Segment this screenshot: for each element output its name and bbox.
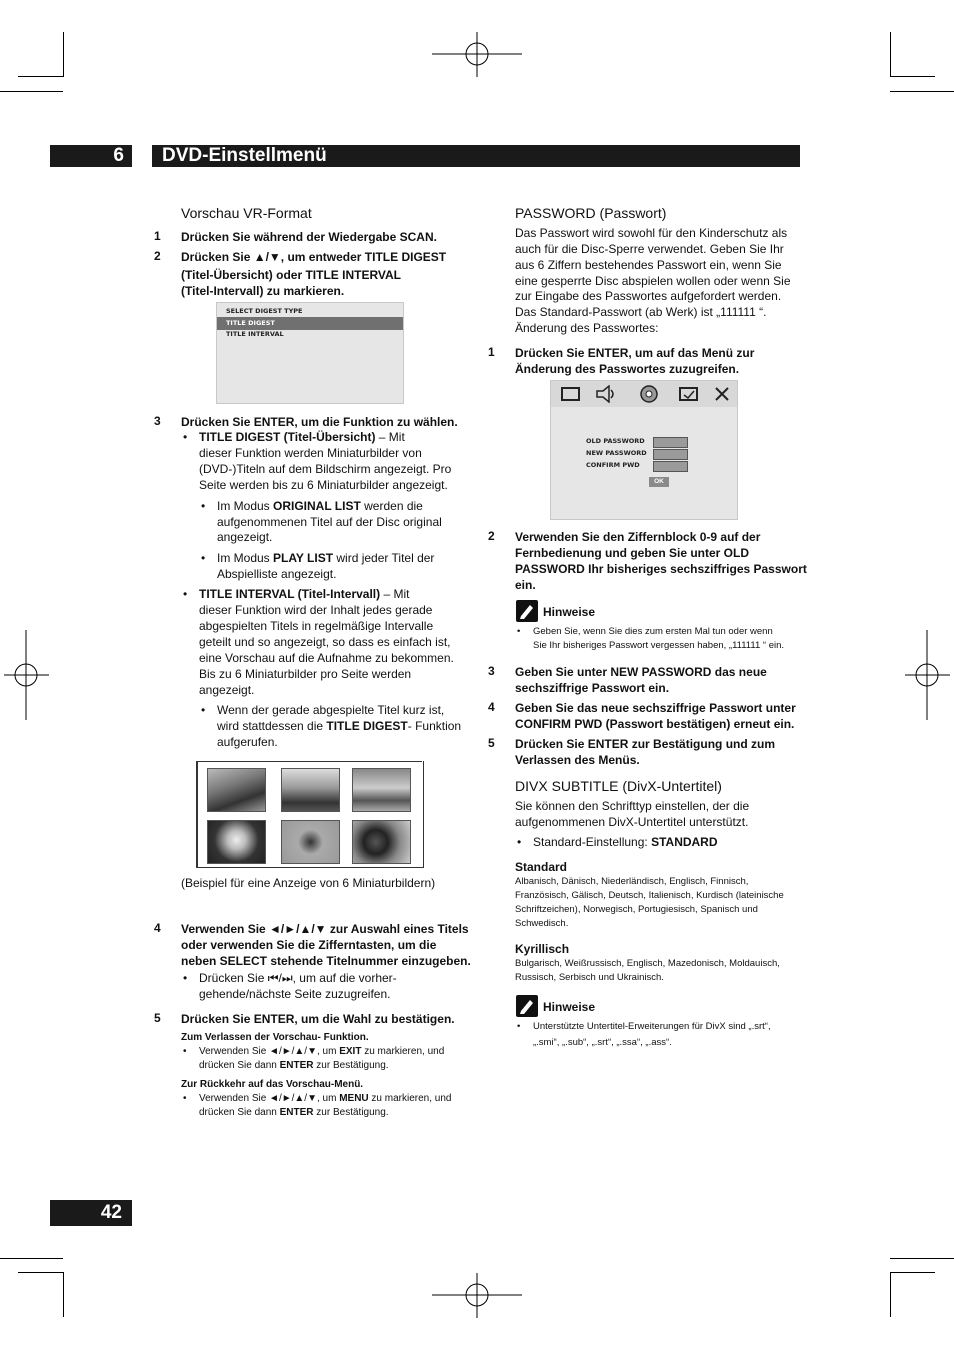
- step-text: Drücken Sie ENTER, um auf das Menü zur: [515, 346, 755, 360]
- thumbnail-image[interactable]: [281, 768, 340, 812]
- digest-menu-screen: [216, 302, 404, 404]
- step-number: 3: [154, 414, 161, 428]
- subheading: Zum Verlassen der Vorschau- Funktion.: [181, 1032, 369, 1043]
- step-text: CONFIRM PWD (Passwort bestätigen) erneut ein.: [515, 717, 795, 731]
- note-label: Hinweise: [543, 1000, 596, 1014]
- menu-header: SELECT DIGEST TYPE: [226, 307, 303, 315]
- thumbnail-frame-top: [196, 761, 422, 762]
- body-text: wird stattdessen die TITLE DIGEST- Funktion: [217, 719, 462, 733]
- body-text: dieser Funktion werden Miniaturbilder von: [199, 446, 422, 460]
- thumbnail-image[interactable]: [281, 820, 340, 864]
- step-text: Verwenden Sie den Ziffernblock 0-9 auf der: [515, 530, 761, 544]
- crop-mark: [890, 1272, 891, 1317]
- step-text: neben SELECT stehende Titelnummer einzugeben.: [181, 954, 471, 968]
- crop-mark: [0, 1258, 63, 1259]
- menu-item-title-digest[interactable]: TITLE DIGEST: [226, 319, 275, 327]
- confirm-pwd-field[interactable]: [653, 461, 688, 472]
- step-text: Verwenden Sie ◄/►/▲/▼ zur Auswahl eines Titels: [181, 922, 469, 936]
- subheading: Zur Rückkehr auf das Vorschau-Menü.: [181, 1079, 364, 1090]
- body-text: • Verwenden Sie ◄/►/▲/▼, um MENU zu markieren, und: [199, 1092, 451, 1106]
- default-setting: • Standard-Einstellung: STANDARD: [533, 834, 718, 850]
- body-text: angezeigt.: [199, 683, 255, 697]
- note-icon: [516, 600, 538, 622]
- menu-item-title-interval[interactable]: TITLE INTERVAL: [226, 330, 284, 338]
- crop-mark: [890, 32, 891, 77]
- registration-mark: [4, 630, 49, 720]
- body-text: drücken Sie dann ENTER zur Bestätigung.: [199, 1060, 389, 1071]
- step-number: 5: [488, 736, 495, 750]
- thumbnail-image[interactable]: [352, 820, 411, 864]
- body-text: aufgenommenen Titel auf der Disc original: [217, 515, 442, 529]
- subheading-standard: Standard: [515, 860, 568, 874]
- ok-button[interactable]: OK: [649, 477, 669, 487]
- step-text: Drücken Sie ENTER, um die Funktion zu wählen.: [181, 415, 458, 429]
- crop-mark: [890, 76, 935, 77]
- step-number: 1: [154, 229, 161, 243]
- note-text: • Geben Sie, wenn Sie dies zum ersten Mal tun oder wenn: [533, 625, 773, 639]
- crop-mark: [890, 1272, 935, 1273]
- crop-mark: [18, 76, 63, 77]
- sub-bullet: • Im Modus ORIGINAL LIST werden die: [217, 498, 423, 514]
- figure-caption: (Beispiel für eine Anzeige von 6 Miniaturbildern): [181, 876, 436, 890]
- thumbnail-image[interactable]: [352, 768, 411, 812]
- body-text: drücken Sie dann ENTER zur Bestätigung.: [199, 1107, 389, 1118]
- setup-icon[interactable]: [678, 385, 700, 403]
- body-text: Albanisch, Dänisch, Niederländisch, Englisch, Finnisch,: [515, 876, 749, 887]
- exit-icon[interactable]: [713, 385, 731, 403]
- step-text: PASSWORD Ihr bisheriges sechsziffriges Passwort: [515, 562, 807, 576]
- step-text: Drücken Sie während der Wiedergabe SCAN.: [181, 230, 437, 244]
- registration-mark: [432, 1273, 522, 1318]
- step-number: 2: [154, 249, 161, 263]
- note-text: Sie Ihr bisheriges Passwort vergessen haben, „111111 “ ein.: [533, 640, 785, 651]
- body-text: aufgenommenen DivX-Untertitel unterstützt.: [515, 815, 749, 829]
- old-password-label: OLD PASSWORD: [586, 437, 645, 445]
- body-text: zur Eingabe des Passwortes aufgefordert werden.: [515, 289, 782, 303]
- body-text: angezeigt.: [217, 530, 273, 544]
- step-text: Geben Sie das neue sechsziffrige Passwort unter: [515, 701, 796, 715]
- bullet-title-interval: • TITLE INTERVAL (Titel-Intervall) – Mit: [199, 586, 409, 602]
- body-text: Bulgarisch, Weißrussisch, Englisch, Mazedonisch, Moldauisch,: [515, 958, 780, 969]
- body-text: Französisch, Gälisch, Deutsch, Italienisch, Kurdisch (lateinische: [515, 890, 784, 901]
- step-number: 5: [154, 1011, 161, 1025]
- body-text: Sie können den Schrifttyp einstellen, der die: [515, 799, 750, 813]
- crop-mark: [890, 91, 954, 92]
- bullet-title-digest: • TITLE DIGEST (Titel-Übersicht) – Mit: [199, 429, 405, 445]
- page-number: 42: [50, 1200, 132, 1226]
- step-text: Änderung des Passwortes zuzugreifen.: [515, 362, 740, 376]
- step-text: sechsziffrige Passwort ein.: [515, 681, 670, 695]
- step-text: Drücken Sie ENTER, um die Wahl zu bestätigen.: [181, 1012, 455, 1026]
- display-icon[interactable]: [561, 386, 581, 402]
- crop-mark: [63, 32, 64, 77]
- body-text: eine Vorschau auf die Aufnahme zu bekommen.: [199, 651, 454, 665]
- step-number: 3: [488, 664, 495, 678]
- body-text: Das Standard-Passwort (ab Werk) ist „111111 “.: [515, 305, 767, 319]
- step-text: ein.: [515, 578, 536, 592]
- step-text: Drücken Sie ▲/▼, um entweder TITLE DIGEST: [181, 250, 447, 264]
- body-text: Das Passwort wird sowohl für den Kinderschutz als: [515, 226, 788, 240]
- step-text: (Titel-Intervall) zu markieren.: [181, 284, 345, 298]
- step-text: Fernbedienung und geben Sie unter OLD: [515, 546, 750, 560]
- step-number: 4: [488, 700, 495, 714]
- body-text: Abspielliste angezeigt.: [217, 567, 337, 581]
- note-text: • Unterstützte Untertitel-Erweiterungen für DivX sind „.srt“,: [533, 1020, 771, 1034]
- lock-disc-icon[interactable]: [637, 385, 661, 403]
- note-icon: [516, 995, 538, 1017]
- body-text: auch für die Disc-Sperre verwendet. Geben Sie Ihr: [515, 242, 784, 256]
- chapter-title: DVD-Einstellmenü: [152, 145, 800, 167]
- body-text: eine gesperrte Disc abspielen wollen oder wenn Sie: [515, 274, 791, 288]
- body-text: Bis zu 6 Miniaturbilder pro Seite werden: [199, 667, 412, 681]
- step-text: (Titel-Übersicht) oder TITLE INTERVAL: [181, 268, 402, 282]
- subheading-kyrillisch: Kyrillisch: [515, 942, 570, 956]
- body-text: abgespielten Titels in regelmäßige Intervalle: [199, 619, 434, 633]
- password-menu-screen: [550, 380, 738, 520]
- body-text: geteilt und so angezeigt, so dass es einfach ist,: [199, 635, 451, 649]
- registration-mark: [432, 32, 522, 77]
- sub-bullet: • Im Modus PLAY LIST wird jeder Titel der: [217, 550, 434, 566]
- section-title-divx: DIVX SUBTITLE (DivX-Untertitel): [515, 778, 722, 794]
- body-text: Schwedisch.: [515, 918, 569, 929]
- body-text: Schriftzeichen), Norwegisch, Portugiesisch, Spanisch und: [515, 904, 758, 915]
- note-text: „.smi“, „.sub“, „.srt“, „.ssa“, „.ass“.: [533, 1037, 672, 1048]
- step-text: Verlassen des Menüs.: [515, 753, 640, 767]
- confirm-pwd-label: CONFIRM PWD: [586, 461, 640, 469]
- step-text: oder verwenden Sie die Zifferntasten, um die: [181, 938, 437, 952]
- body-text: gehende/nächste Seite zuzugreifen.: [199, 987, 391, 1001]
- thumbnail-image[interactable]: [207, 820, 266, 864]
- thumbnail-image[interactable]: [207, 768, 266, 812]
- body-text: aufgerufen.: [217, 735, 278, 749]
- body-text: dieser Funktion wird der Inhalt jedes gerade: [199, 603, 433, 617]
- step-number: 1: [488, 345, 495, 359]
- step-text: Geben Sie unter NEW PASSWORD das neue: [515, 665, 767, 679]
- note-label: Hinweise: [543, 605, 596, 619]
- crop-mark: [0, 91, 63, 92]
- chapter-number: 6: [50, 145, 132, 167]
- body-text: • Verwenden Sie ◄/►/▲/▼, um EXIT zu markieren, und: [199, 1045, 444, 1059]
- registration-mark: [905, 630, 950, 720]
- body-text: Russisch, Serbisch und Ukrainisch.: [515, 972, 664, 983]
- old-password-field[interactable]: [653, 437, 688, 448]
- section-title-vr: Vorschau VR-Format: [181, 205, 312, 221]
- step-text: Drücken Sie ENTER zur Bestätigung und zum: [515, 737, 776, 751]
- crop-mark: [890, 1258, 954, 1259]
- sub-bullet: • Wenn der gerade abgespielte Titel kurz ist,: [217, 702, 444, 718]
- menu-icon-bar: [551, 381, 737, 407]
- body-text: (DVD-)Titeln auf dem Bildschirm angezeigt. Pro: [199, 462, 452, 476]
- sub-bullet: • Drücken Sie ⏮/⏭, um auf die vorher-: [199, 970, 397, 986]
- body-text: aus 6 Ziffern bestehendes Passwort ein, wenn Sie: [515, 258, 782, 272]
- body-text: Seite werden bis zu 6 Miniaturbilder angezeigt.: [199, 478, 448, 492]
- new-password-label: NEW PASSWORD: [586, 449, 647, 457]
- body-text: Änderung des Passwortes:: [515, 321, 659, 335]
- audio-icon[interactable]: [595, 385, 617, 403]
- step-number: 4: [154, 921, 161, 935]
- crop-mark: [18, 1272, 63, 1273]
- section-title-password: PASSWORD (Passwort): [515, 205, 667, 221]
- step-number: 2: [488, 529, 495, 543]
- new-password-field[interactable]: [653, 449, 688, 460]
- crop-mark: [63, 1272, 64, 1317]
